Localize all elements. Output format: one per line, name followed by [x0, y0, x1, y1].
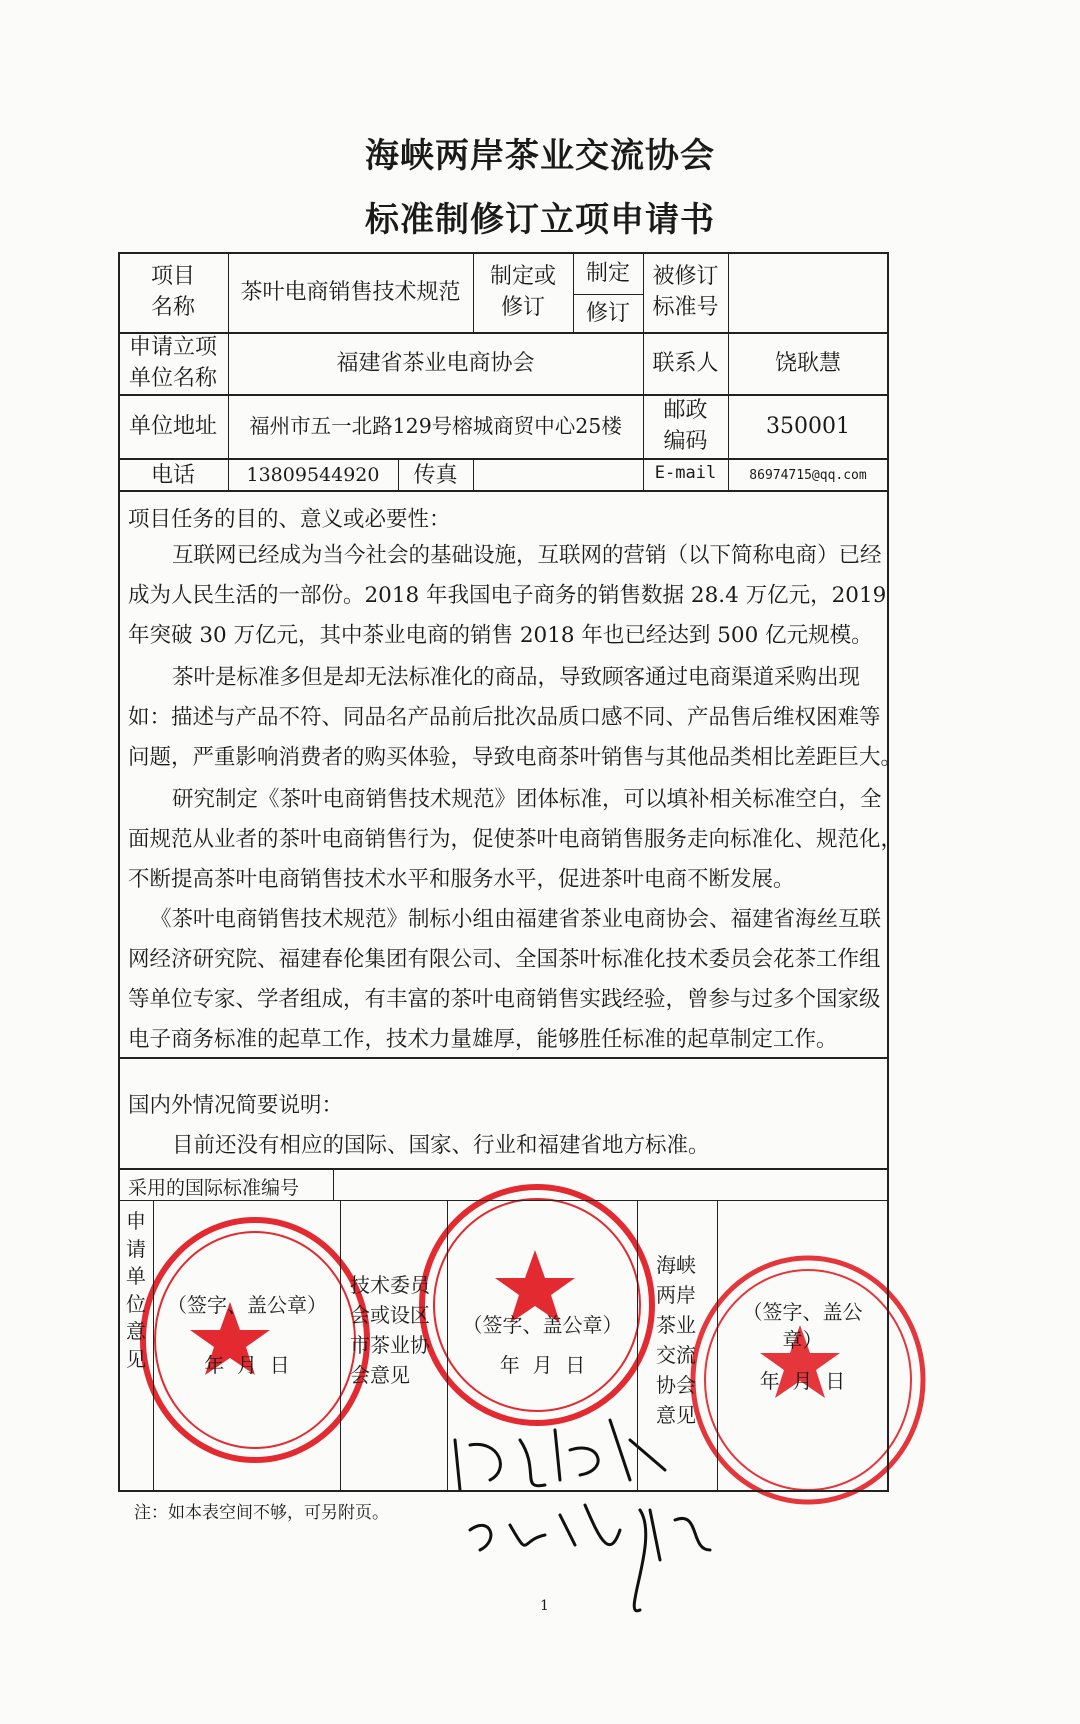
project-name-label: 项目 名称 — [150, 264, 195, 320]
phone-value: 13809544920 — [246, 463, 380, 486]
purpose-heading: 项目任务的目的、意义或必要性： — [128, 507, 451, 532]
type-option-make: 制定 — [585, 260, 630, 286]
stamp-cross-strait-tea-1 — [422, 1187, 652, 1423]
type-label: 制定或 修订 — [489, 264, 556, 320]
purpose-line: 互联网已经成为当今社会的基础设施，互联网的营销（以下简称电商）已经 — [172, 543, 882, 568]
purpose-line: 如：描述与产品不符、同品名产品前后批次品质口感不同、产品售后维权困难等 — [128, 705, 881, 730]
email-value: 86974715@qq.com — [749, 467, 867, 483]
applicant-sign-hint: （签字、盖公章） — [167, 1292, 327, 1317]
stamp-fujian-tea-ecommerce — [143, 1220, 367, 1460]
purpose-line: 等单位专家、学者组成，有丰富的茶叶电商销售实践经验，曾参与过多个国家级 — [128, 987, 881, 1012]
postcode-label: 邮政 编码 — [663, 398, 708, 454]
postcode-value: 350001 — [766, 413, 850, 439]
association-opinion-label: 海峡两岸茶业交流协会意见 — [656, 1253, 696, 1427]
intl-std-label: 采用的国际标准编号 — [128, 1177, 300, 1199]
project-name-value: 茶叶电商销售技术规范 — [240, 279, 461, 305]
contact-value: 饶耿慧 — [774, 350, 841, 376]
applicant-value: 福建省茶业电商协会 — [336, 350, 535, 376]
purpose-line: 研究制定《茶叶电商销售技术规范》团体标准，可以填补相关标准空白，全 — [172, 787, 882, 812]
domestic-text: 目前还没有相应的国际、国家、行业和福建省地方标准。 — [172, 1133, 710, 1158]
revised-std-label: 被修订 标准号 — [652, 264, 719, 320]
fax-label: 传真 — [413, 462, 458, 488]
association-date: 年 月 日 — [759, 1368, 846, 1393]
purpose-line: 网经济研究院、福建春伦集团有限公司、全国茶叶标准化技术委员会花茶工作组 — [128, 947, 881, 972]
purpose-line: 年突破 30 万亿元，其中茶业电商的销售 2018 年也已经达到 500 亿元规模。 — [128, 623, 873, 648]
purpose-line: 《茶叶电商销售技术规范》制标小组由福建省茶业电商协会、福建省海丝互联 — [150, 907, 882, 932]
purpose-line: 问题，严重影响消费者的购买体验，导致电商茶叶销售与其他品类相比差距巨大。 — [128, 745, 903, 770]
handwritten-signature — [455, 1420, 710, 1611]
purpose-line: 不断提高茶叶电商销售技术水平和服务水平，促进茶叶电商不断发展。 — [128, 867, 795, 892]
applicant-label: 申请立项 单位名称 — [128, 335, 217, 391]
committee-date: 年 月 日 — [499, 1352, 586, 1377]
applicant-opinion-label: 申请单位意见 — [126, 1209, 146, 1371]
phone-label: 电话 — [150, 462, 195, 488]
purpose-line: 茶叶是标准多但是却无法标准化的商品，导致顾客通过电商渠道采购出现 — [172, 665, 861, 690]
page-number: 1 — [540, 1598, 549, 1614]
email-label: E-mail — [654, 462, 717, 483]
domestic-heading: 国内外情况简要说明： — [128, 1093, 344, 1118]
committee-sign-hint: （签字、盖公章） — [462, 1312, 623, 1337]
committee-opinion-label: 技术委员 会或设区 市茶业协 会意见 — [350, 1273, 430, 1387]
revised-std-value — [728, 252, 888, 332]
address-label: 单位地址 — [128, 413, 217, 439]
type-option-revise: 修订 — [585, 300, 630, 326]
purpose-line: 成为人民生活的一部份。2018 年我国电子商务的销售数据 28.4 万亿元，2019 — [128, 583, 887, 608]
association-sign-hint: （签字、盖公 章） — [742, 1300, 863, 1352]
fax-value — [473, 460, 643, 490]
address-value: 福州市五一北路129号榕城商贸中心25楼 — [249, 413, 622, 438]
title-line-1: 海峡两岸茶业交流协会 — [365, 136, 715, 176]
title-line-2: 标准制修订立项申请书 — [365, 200, 715, 240]
applicant-date: 年 月 日 — [204, 1352, 290, 1377]
purpose-line: 电子商务标准的起草工作，技术力量雄厚，能够胜任标准的起草制定工作。 — [128, 1027, 838, 1052]
contact-label: 联系人 — [652, 350, 719, 376]
footnote: 注：如本表空间不够，可另附页。 — [134, 1503, 389, 1523]
purpose-line: 面规范从业者的茶叶电商销售行为，促使茶叶电商销售服务走向标准化、规范化， — [128, 827, 903, 852]
